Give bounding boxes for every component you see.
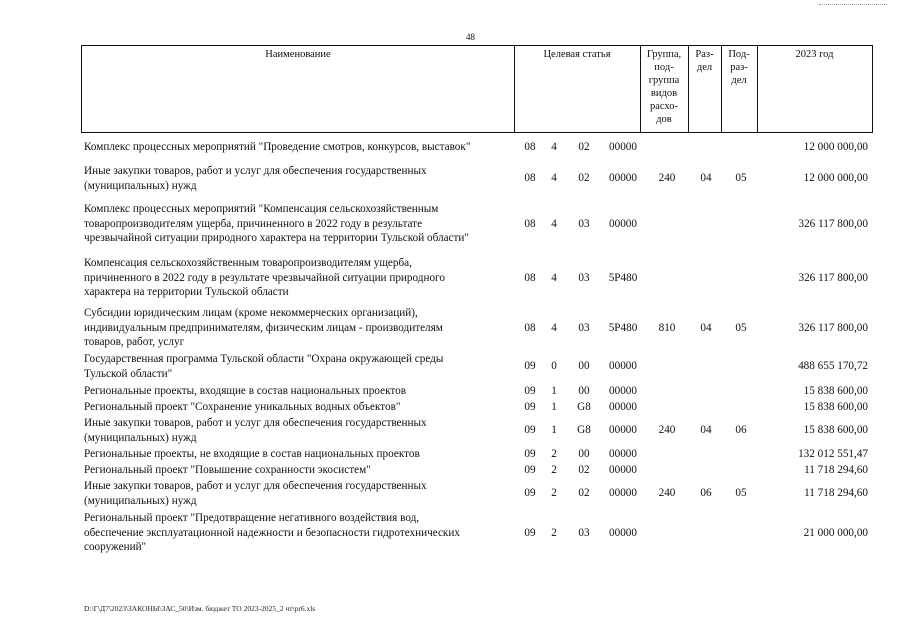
row-name: Иные закупки товаров, работ и услуг для обеспечения государственных (муниципальных) нужд: [84, 480, 427, 507]
section-code: 06: [700, 487, 712, 500]
subsection-code: 06: [735, 424, 747, 437]
code-part-2: 2: [551, 526, 557, 539]
code-part-3: 02: [578, 487, 590, 500]
code-part-1: 09: [524, 401, 536, 413]
header-group: Группа, под- группа видов расхо- дов: [646, 49, 682, 125]
code-part-2: 2: [551, 448, 557, 460]
amount: 15 838 600,00: [803, 424, 868, 437]
code-part-2: 1: [551, 424, 557, 437]
code-part-4: 00000: [609, 464, 637, 476]
amount: 326 117 800,00: [798, 321, 868, 334]
code-part-1: 09: [524, 487, 536, 500]
row-name: Комплекс процессных мероприятий "Проведение смотров, конкурсов, выставок": [84, 141, 471, 153]
code-part-3: 02: [578, 141, 590, 153]
code-part-3: G8: [577, 401, 591, 413]
code-part-4: 00000: [609, 217, 637, 230]
code-part-1: 08: [524, 217, 536, 230]
code-part-1: 08: [524, 172, 536, 185]
code-part-1: 09: [524, 448, 536, 460]
section-code: 04: [700, 172, 712, 185]
code-part-2: 1: [551, 401, 557, 413]
code-part-1: 08: [524, 141, 536, 153]
amount: 11 718 294,60: [804, 487, 868, 500]
code-part-1: 09: [524, 464, 536, 476]
row-name: Комплекс процессных мероприятий "Компенсация сельскохозяйственным товаропроизводителям ущерба, причиненного в 2022 году в результате чрезвычайной ситуации природного характера на территории Тульской области": [84, 203, 469, 244]
code-part-3: 03: [578, 321, 590, 334]
code-part-4: 00000: [609, 424, 637, 437]
corner-mark: [819, 4, 887, 7]
code-part-1: 08: [524, 321, 536, 334]
expense-group: 810: [658, 321, 676, 334]
row-name: Иные закупки товаров, работ и услуг для обеспечения государственных (муниципальных) нужд: [84, 165, 427, 192]
code-part-2: 4: [551, 141, 557, 153]
code-part-3: 03: [578, 217, 590, 230]
header-subsection: Под- раз- дел: [728, 49, 750, 86]
amount: 326 117 800,00: [798, 271, 868, 284]
amount: 15 838 600,00: [803, 401, 868, 413]
expense-group: 240: [658, 172, 676, 185]
table-header: [81, 45, 873, 133]
amount: 12 000 000,00: [803, 172, 868, 185]
row-name: Региональный проект "Сохранение уникальных водных объектов": [84, 401, 401, 413]
amount: 11 718 294,60: [804, 464, 868, 476]
code-part-4: 00000: [609, 401, 637, 413]
code-part-4: 00000: [609, 448, 637, 460]
code-part-4: 00000: [609, 385, 637, 397]
code-part-2: 4: [551, 172, 557, 185]
code-part-1: 09: [524, 385, 536, 397]
code-part-4: 00000: [609, 360, 637, 373]
code-part-1: 09: [524, 424, 536, 437]
row-name: Региональный проект "Предотвращение негативного воздействия вод, обеспечение эксплуатационной надежности и безопасности гидротехнических сооружений": [84, 512, 460, 553]
code-part-2: 4: [551, 271, 557, 284]
header-name: Наименование: [265, 49, 331, 60]
code-part-3: 03: [578, 526, 590, 539]
row-name: Региональные проекты, не входящие в состав национальных проектов: [84, 448, 420, 460]
code-part-4: 5Р480: [608, 271, 638, 284]
amount: 15 838 600,00: [803, 385, 868, 397]
code-part-3: 02: [578, 172, 590, 185]
subsection-code: 05: [735, 321, 747, 334]
code-part-2: 4: [551, 321, 557, 334]
amount: 12 000 000,00: [803, 141, 868, 153]
code-part-1: 09: [524, 360, 536, 373]
amount: 326 117 800,00: [798, 217, 868, 230]
section-code: 04: [700, 424, 712, 437]
row-name: Региональный проект "Повышение сохранности экосистем": [84, 464, 371, 476]
code-part-2: 2: [551, 487, 557, 500]
code-part-2: 4: [551, 217, 557, 230]
code-part-1: 09: [524, 526, 536, 539]
code-part-3: 03: [578, 271, 590, 284]
row-name: Компенсация сельскохозяйственным товаропроизводителям ущерба, причиненного в 2022 году в результате чрезвычайной ситуации природного характера на территории Тульской области: [84, 257, 445, 298]
page-number: 48: [466, 32, 475, 42]
file-path-footer: D:\Г\Д7\2023\ЗАКОНЫ\ЗАС_50\Изм. бюджет ТО 2023-2025_2 чт\pr6.xls: [84, 604, 316, 613]
code-part-4: 00000: [609, 526, 637, 539]
code-part-3: 00: [578, 448, 590, 460]
header-target-item: Целевая статья: [543, 49, 611, 60]
code-part-3: G8: [577, 424, 591, 437]
code-part-2: 2: [551, 464, 557, 476]
code-part-4: 5Р480: [608, 321, 638, 334]
subsection-code: 05: [735, 487, 747, 500]
code-part-3: 02: [578, 464, 590, 476]
header-year: 2023 год: [795, 49, 834, 60]
code-part-1: 08: [524, 271, 536, 284]
expense-group: 240: [658, 487, 676, 500]
amount: 488 655 170,72: [798, 360, 868, 373]
code-part-3: 00: [578, 385, 590, 397]
code-part-2: 1: [551, 385, 557, 397]
amount: 21 000 000,00: [803, 526, 868, 539]
row-name: Государственная программа Тульской области "Охрана окружающей среды Тульской области": [84, 353, 444, 380]
code-part-4: 00000: [609, 141, 637, 153]
row-name: Региональные проекты, входящие в состав национальных проектов: [84, 385, 406, 397]
row-name: Субсидии юридическим лицам (кроме некоммерческих организаций), индивидуальным предпринимателям, физическим лицам - производителям товаров, работ, услуг: [84, 307, 443, 348]
subsection-code: 05: [735, 172, 747, 185]
expense-group: 240: [658, 424, 676, 437]
row-name: Иные закупки товаров, работ и услуг для обеспечения государственных (муниципальных) нужд: [84, 417, 427, 444]
header-section: Раз- дел: [695, 49, 714, 73]
section-code: 04: [700, 321, 712, 334]
amount: 132 012 551,47: [798, 448, 868, 460]
code-part-4: 00000: [609, 172, 637, 185]
code-part-2: 0: [551, 360, 557, 373]
code-part-3: 00: [578, 360, 590, 373]
code-part-4: 00000: [609, 487, 637, 500]
